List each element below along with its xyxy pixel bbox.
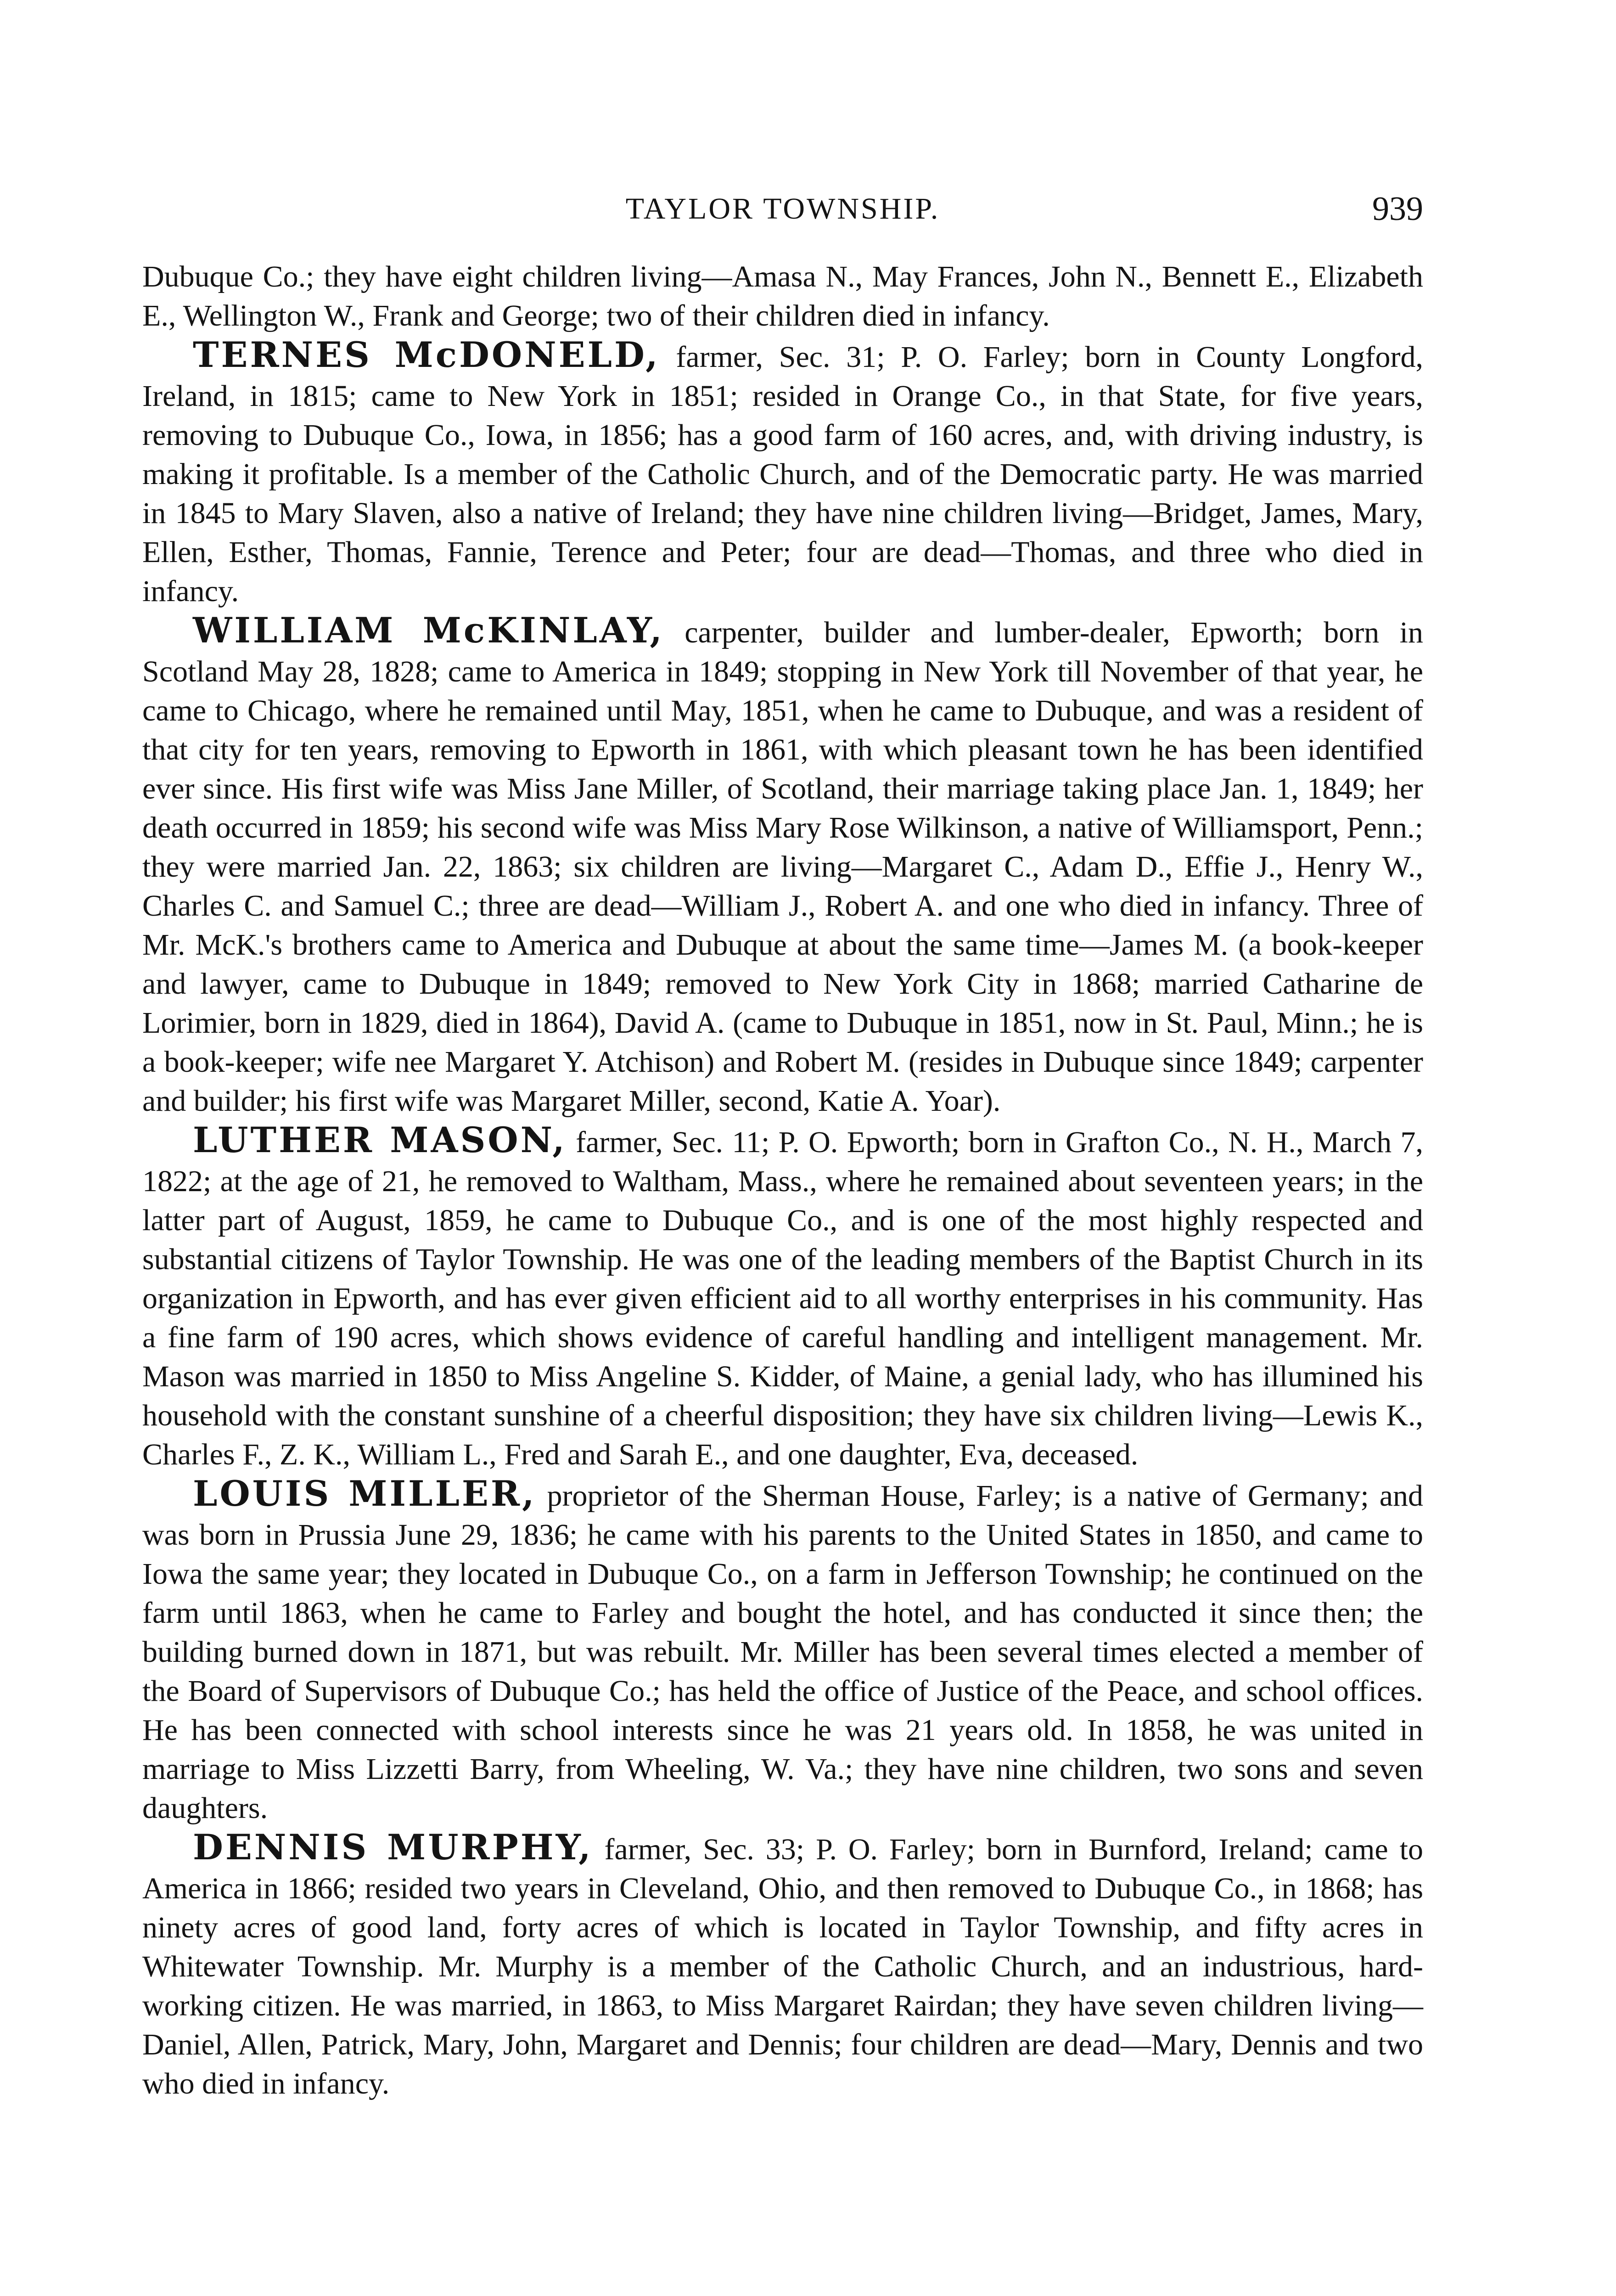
- paragraph-continuation: [142, 257, 1423, 335]
- entry-name: DENNIS MURPHY,: [193, 1827, 593, 1868]
- entry-william-mckinlay: [142, 611, 1423, 1120]
- body-text: [142, 257, 1423, 2103]
- entry-name: LUTHER MASON,: [193, 1120, 567, 1160]
- paragraph-text: Dubuque Co.; they have eight children living—Amasa N., May Frances, John N., Bennett E., Elizabeth E., Wellington W., Frank and George; two of their children died in infancy.: [142, 260, 1423, 332]
- entry-louis-miller: [142, 1474, 1423, 1828]
- running-head: [142, 188, 1423, 230]
- page-number: 939: [1372, 190, 1423, 228]
- entry-text: farmer, Sec. 33; P. O. Farley; born in Burnford, Ireland; came to America in 1866; resided two years in Cleveland, Ohio, and then removed to Dubuque Co., in 1868; has ninety acres of good land, forty acres of which is located in Taylor Township, and fifty acres in Whitewater Township. Mr. Murphy is a member of the Catholic Church, and an industrious, hard-working citizen. He was married, in 1863, to Miss Margaret Rairdan; they have seven children living—Daniel, Allen, Patrick, Mary, John, Margaret and Dennis; four children are dead—Mary, Dennis and two who died in infancy.: [142, 1833, 1423, 2100]
- entry-dennis-murphy: [142, 1828, 1423, 2103]
- entry-luther-mason: [142, 1120, 1423, 1474]
- entry-text: farmer, Sec. 31; P. O. Farley; born in County Longford, Ireland, in 1815; came to New York in 1851; resided in Orange Co., in that State, for five years, removing to Dubuque Co., Iowa, in 1856; has a good farm of 160 acres, and, with driving industry, is making it profitable. Is a member of the Catholic Church, and of the Democratic party. He was married in 1845 to Mary Slaven, also a native of Ireland; they have nine children living—Bridget, James, Mary, Ellen, Esther, Thomas, Fannie, Terence and Peter; four are dead—Thomas, and three who died in infancy.: [142, 340, 1424, 608]
- entry-ternes-mcdoneld: [142, 335, 1423, 611]
- running-title: TAYLOR TOWNSHIP.: [625, 192, 940, 225]
- entry-text: proprietor of the Sherman House, Farley; is a native of Germany; and was born in Prussia June 29, 1836; he came with his parents to the United States in 1850, and came to Iowa the same year; they located in Dubuque Co., on a farm in Jefferson Township; he continued on the farm until 1863, when he came to Farley and bought the hotel, and has conducted it since then; the building burned down in 1871, but was rebuilt. Mr. Miller has been several times elected a member of the Board of Supervisors of Dubuque Co.; has held the office of Justice of the Peace, and school offices. He has been connected with school interests since he was 21 years old. In 1858, he was united in marriage to Miss Lizzetti Barry, from Wheeling, W. Va.; they have nine children, two sons and seven daughters.: [142, 1479, 1423, 1825]
- entry-name: LOUIS MILLER,: [193, 1473, 537, 1514]
- entry-text: farmer, Sec. 11; P. O. Epworth; born in Grafton Co., N. H., March 7, 1822; at the age of 21, he removed to Waltham, Mass., where he remained about seventeen years; in the latter part of August, 1859, he came to Dubuque Co., and is one of the most highly respected and substantial citizens of Taylor Township. He was one of the leading members of the Baptist Church in its organization in Epworth, and has ever given efficient aid to all worthy enterprises in his community. Has a fine farm of 190 acres, which shows evidence of careful handling and intelligent management. Mr. Mason was married in 1850 to Miss Angeline S. Kidder, of Maine, a genial lady, who has illumined his household with the constant sunshine of a cheerful disposition; they have six children living—Lewis K., Charles F., Z. K., William L., Fred and Sarah E., and one daughter, Eva, deceased.: [142, 1125, 1424, 1471]
- entry-text: carpenter, builder and lumber-dealer, Epworth; born in Scotland May 28, 1828; came to America in 1849; stopping in New York till November of that year, he came to Chicago, where he remained until May, 1851, when he came to Dubuque, and was a resident of that city for ten years, removing to Epworth in 1861, with which pleasant town he has been identified ever since. His first wife was Miss Jane Miller, of Scotland, their marriage taking place Jan. 1, 1849; her death occurred in 1859; his second wife was Miss Mary Rose Wilkinson, a native of Williamsport, Penn.; they were married Jan. 22, 1863; six children are living—Margaret C., Adam D., Effie J., Henry W., Charles C. and Samuel C.; three are dead—William J., Robert A. and one who died in infancy. Three of Mr. McK.'s brothers came to America and Dubuque at about the same time—James M. (a book-keeper and lawyer, came to Dubuque in 1849; removed to New York City in 1868; married Catharine de Lorimier, born in 1829, died in 1864), David A. (came to Dubuque in 1851, now in St. Paul, Minn.; he is a book-keeper; wife nee Margaret Y. Atchison) and Robert M. (resides in Dubuque since 1849; carpenter and builder; his first wife was Margaret Miller, second, Katie A. Yoar).: [142, 616, 1423, 1118]
- entry-name: WILLIAM McKINLAY,: [193, 610, 664, 651]
- entry-name: TERNES McDONELD,: [193, 334, 660, 375]
